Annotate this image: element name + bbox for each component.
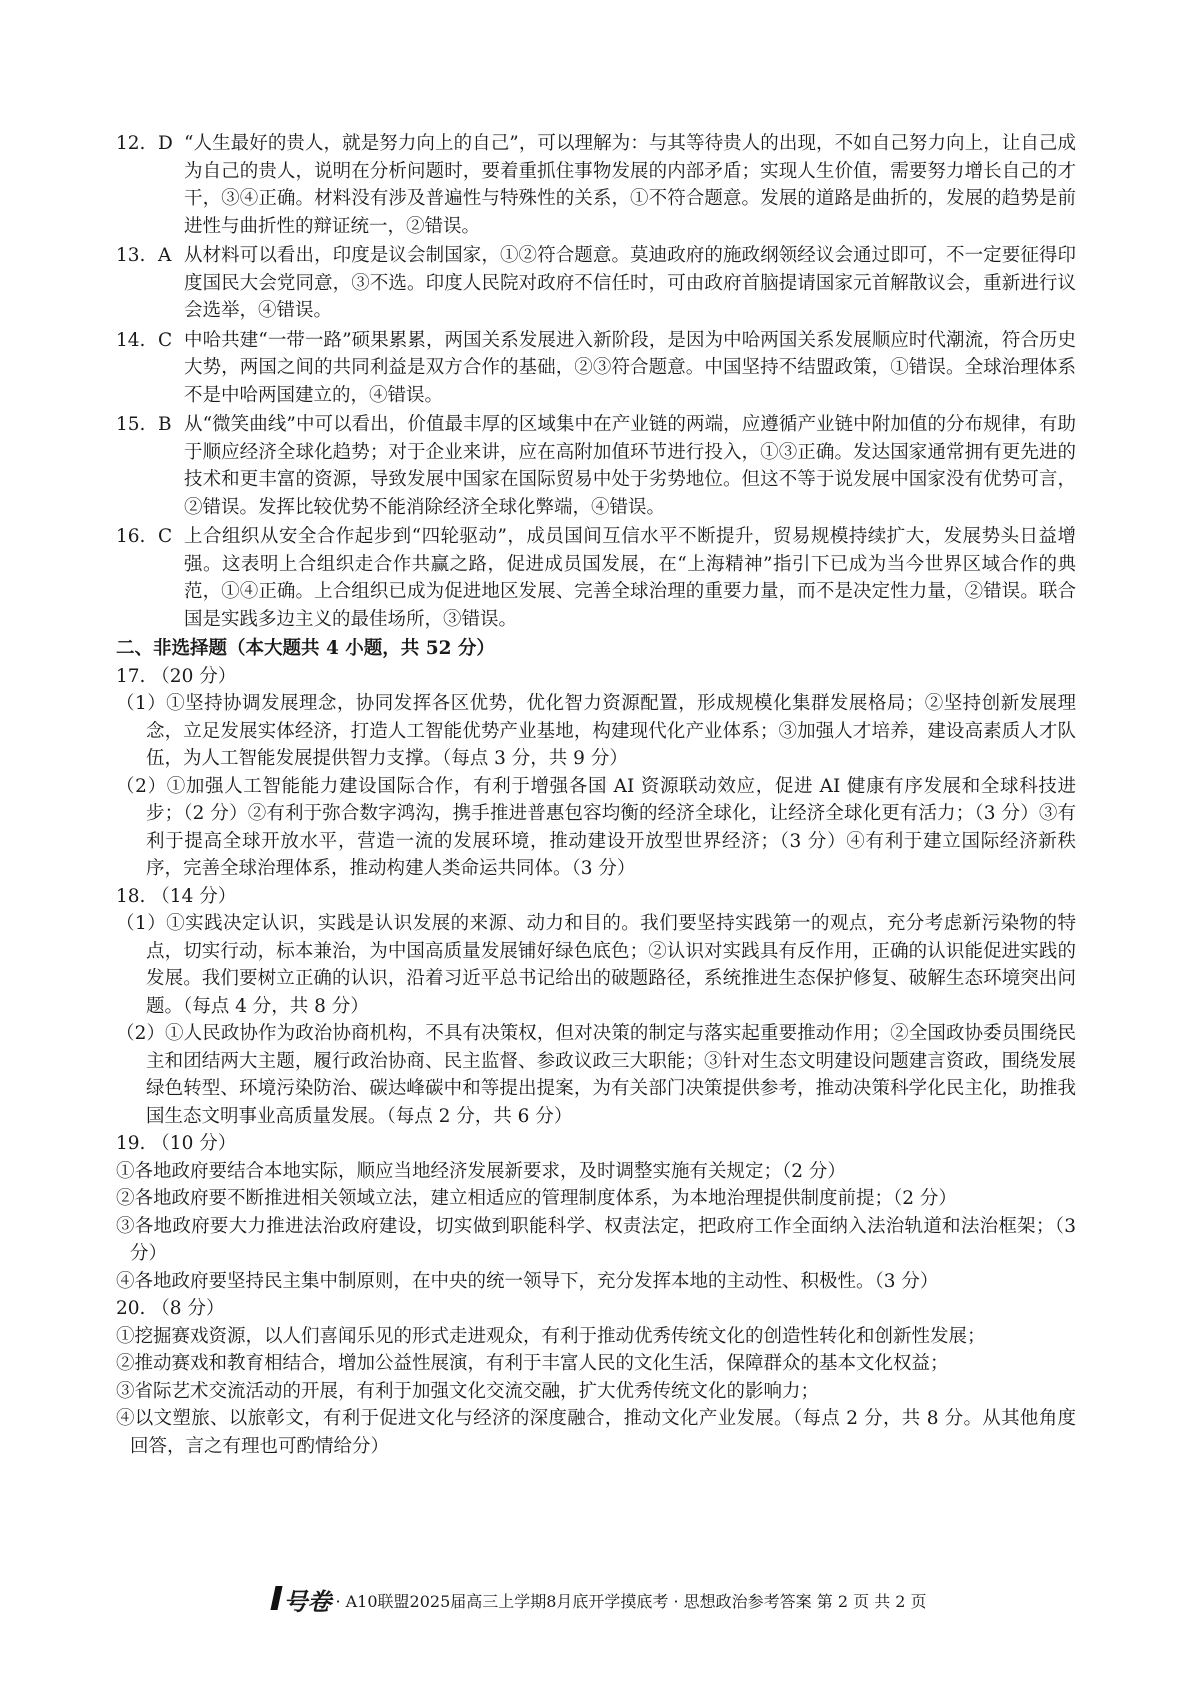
answer-explanation: 从材料可以看出，印度是议会制国家，①②符合题意。莫迪政府的施政纲领经议会通过即可，不一定要征得印度国民大会党同意，③不选。印度人民院对政府不信任时，可由政府首脑提请国家元首解散议会，重新进行议会选举，④错误。	[184, 245, 1076, 321]
answer-letter: C	[158, 526, 173, 547]
answer-letter: B	[158, 414, 172, 435]
answer-letter: A	[158, 245, 172, 266]
logo-mark-icon	[271, 1586, 283, 1610]
question-number: 16.	[116, 526, 146, 547]
question-16	[116, 523, 1076, 633]
answer-letter: D	[158, 133, 173, 154]
question-20-point-2: ②推动赛戏和教育相结合，增加公益性展演，有利于丰富人民的文化生活，保障群众的基本文化权益；	[116, 1353, 949, 1374]
section-title: 二、非选择题（本大题共 4 小题，共 52 分）	[116, 638, 495, 659]
question-20-point-1: ①挖掘赛戏资源，以人们喜闻乐见的形式走进观众，有利于推动优秀传统文化的创造性转化和创新性发展；	[116, 1325, 986, 1347]
question-17-part-1: （1）①坚持协调发展理念，协同发挥各区优势，优化智力资源配置，形成规模化集群发展格局；②坚持创新发展理念，立足发展实体经济，打造人工智能优势产业基地，构建现代化产业体系；③加强人才培养，建设高素质人才队伍，为人工智能发展提供智力支撑。（每点 3 分，共 9 分）	[116, 693, 1076, 769]
question-18-heading: 18. （14 分）	[116, 885, 237, 907]
page-footer	[0, 1582, 1200, 1617]
brand-logo: 号卷	[283, 1587, 332, 1616]
answer-content	[116, 130, 1076, 1460]
footer-text: · A10联盟2025届高三上学期8月底开学摸底考 · 思想政治参考答案 第 2 页 共 2 页	[335, 1592, 927, 1611]
question-20-heading: 20. （8 分）	[116, 1298, 225, 1319]
question-20-point-4: ④以文塑旅、以旅彰文，有利于促进文化与经济的深度融合，推动文化产业发展。（每点 2 分，共 8 分。从其他角度回答，言之有理也可酌情给分）	[116, 1408, 1076, 1457]
question-number: 14.	[116, 329, 146, 351]
answer-letter: C	[158, 329, 173, 351]
question-19-point-4: ④各地政府要坚持民主集中制原则，在中央的统一领导下，充分发挥本地的主动性、积极性。（3 分）	[116, 1270, 939, 1292]
question-20-point-3: ③省际艺术交流活动的开展，有利于加强文化交流交融，扩大优秀传统文化的影响力；	[116, 1380, 820, 1402]
question-13	[116, 242, 1076, 325]
answer-explanation: 中哈共建“一带一路”硕果累累，两国关系发展进入新阶段，是因为中哈两国关系发展顺应时代潮流，符合历史大势，两国之间的共同利益是双方合作的基础，②③符合题意。中国坚持不结盟政策，①错误。全球治理体系不是中哈两国建立的，④错误。	[184, 329, 1076, 406]
question-18-part-1: （1）①实践决定认识，实践是认识发展的来源、动力和目的。我们要坚持实践第一的观点，充分考虑新污染物的特点，切实行动，标本兼治，为中国高质量发展铺好绿色底色；②认识对实践具有反作用，正确的认识能促进实践的发展。我们要树立正确的认识，沿着习近平总书记给出的破题路径，系统推进生态保护修复、破解生态环境突出问题。（每点 4 分，共 8 分）	[116, 913, 1076, 1017]
question-17-part-2: （2）①加强人工智能能力建设国际合作，有利于增强各国 AI 资源联动效应，促进 AI 健康有序发展和全球科技进步；（2 分）②有利于弥合数字鸿沟，携手推进普惠包容均衡的经济全球化，让经济全球化更有活力；（3 分）③有利于提高全球开放水平，营造一流的发展环境，推动建设开放型世界经济；（3 分）④有利于建立国际经济新秩序，完善全球治理体系，推动构建人类命运共同体。（3 分）	[116, 775, 1076, 879]
question-number: 13.	[116, 245, 146, 266]
question-19-point-3: ③各地政府要大力推进法治政府建设，切实做到职能科学、权责法定，把政府工作全面纳入法治轨道和法治框架；（3 分）	[116, 1215, 1076, 1264]
question-number: 15.	[116, 414, 146, 435]
question-19-point-2: ②各地政府要不断推进相关领域立法，建立相适应的管理制度体系，为本地治理提供制度前提；（2 分）	[116, 1188, 957, 1209]
question-15	[116, 411, 1076, 521]
question-12	[116, 130, 1076, 240]
question-18-part-2: （2）①人民政协作为政治协商机构，不具有决策权，但对决策的制定与落实起重要推动作用；②全国政协委员围绕民主和团结两大主题，履行政治协商、民主监督、参政议政三大职能；③针对生态文明建设问题建言资政，围绕发展绿色转型、环境污染防治、碳达峰碳中和等提出提案，为有关部门决策提供参考，推动决策科学化民主化，助推我国生态文明事业高质量发展。（每点 2 分，共 6 分）	[116, 1023, 1076, 1127]
question-14	[116, 327, 1076, 410]
question-19-point-1: ①各地政府要结合本地实际，顺应当地经济发展新要求，及时调整实施有关规定；（2 分）	[116, 1160, 846, 1182]
question-number: 12.	[116, 133, 146, 154]
question-17-heading: 17. （20 分）	[116, 665, 237, 687]
answer-explanation: 从“微笑曲线”中可以看出，价值最丰厚的区域集中在产业链的两端，应遵循产业链中附加值的分布规律，有助于顺应经济全球化趋势；对于企业来讲，应在高附加值环节进行投入，①③正确。发达国家通常拥有更先进的技术和更丰富的资源，导致发展中国家在国际贸易中处于劣势地位。但这不等于说发展中国家没有优势可言，②错误。发挥比较优势不能消除经济全球化弊端，④错误。	[184, 414, 1076, 518]
answer-explanation: “人生最好的贵人，就是努力向上的自己”，可以理解为：与其等待贵人的出现，不如自己努力向上，让自己成为自己的贵人，说明在分析问题时，要着重抓住事物发展的内部矛盾；实现人生价值，需要努力增长自己的才干，③④正确。材料没有涉及普遍性与特殊性的关系，①不符合题意。发展的道路是曲折的，发展的趋势是前进性与曲折性的辩证统一，②错误。	[184, 133, 1076, 237]
answer-explanation: 上合组织从安全合作起步到“四轮驱动”，成员国间互信水平不断提升，贸易规模持续扩大，发展势头日益增强。这表明上合组织走合作共赢之路，促进成员国发展，在“上海精神”指引下已成为当今世界区域合作的典范，①④正确。上合组织已成为促进地区发展、完善全球治理的重要力量，而不是决定性力量，②错误。联合国是实践多边主义的最佳场所，③错误。	[184, 526, 1076, 630]
question-19-heading: 19. （10 分）	[116, 1133, 237, 1154]
